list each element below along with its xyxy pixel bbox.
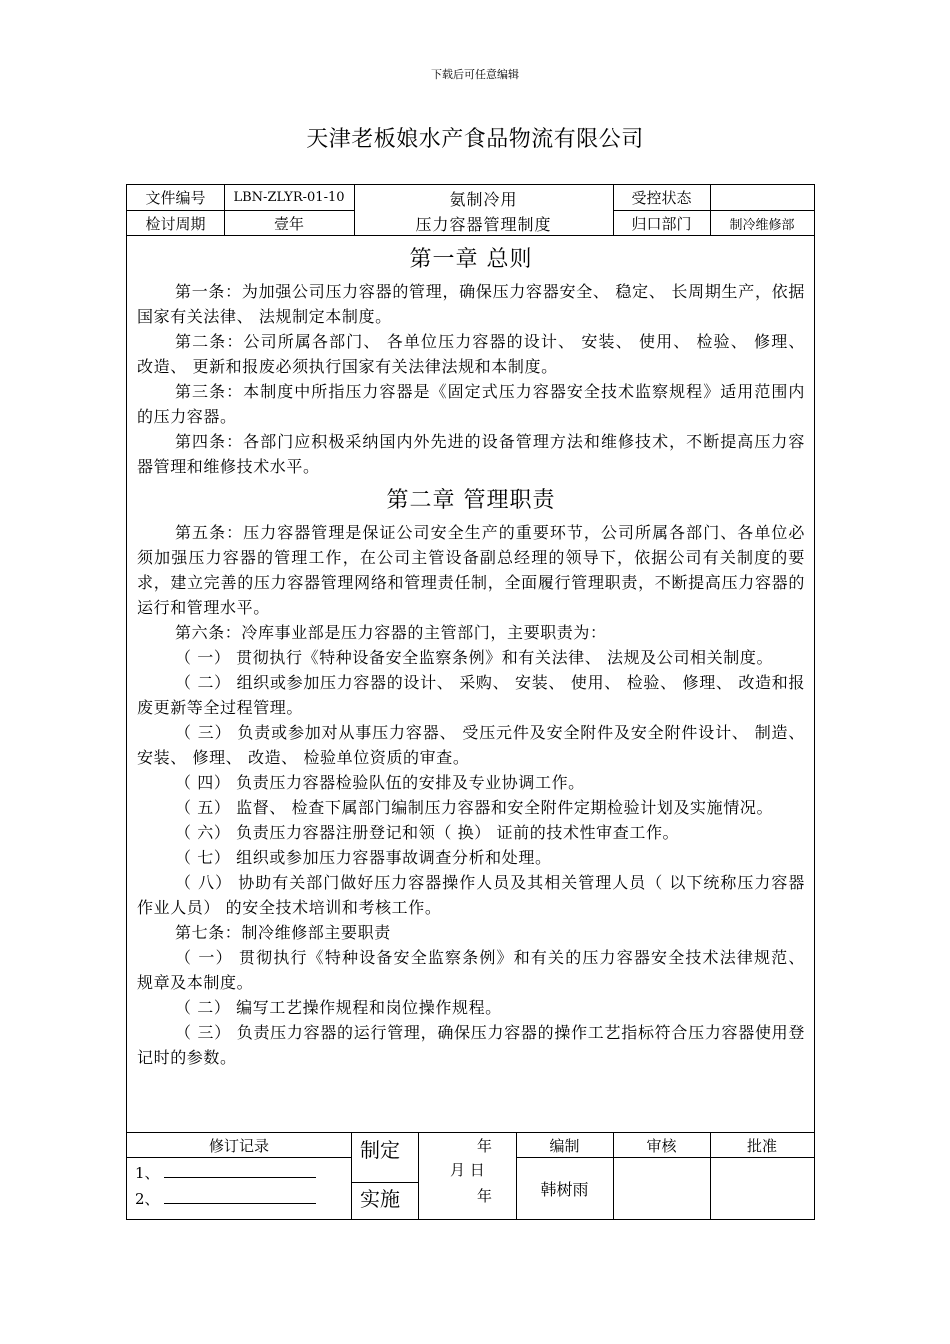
doc-no-label: 文件编号 <box>145 189 206 207</box>
made-year: 年 <box>477 1137 493 1155</box>
company-title: 天津老板娘水产食品物流有限公司 <box>306 127 644 152</box>
article-6-item-6: （ 六） 负责压力容器注册登记和领（ 换） 证前的技术性审查工作。 <box>175 823 680 842</box>
article-2: 第二条：公司所属各部门、 各单位压力容器的设计、 安装、 使用、 检验、 修理、 改造、 更新和报废必须执行国家有关法律法规和本制度。 <box>137 332 805 376</box>
article-6-item-7: （ 七） 组织或参加压力容器事故调查分析和处理。 <box>175 848 552 867</box>
chapter-1-title: 第一章 总则 <box>409 247 533 272</box>
controlled-status-label: 受控状态 <box>631 189 692 207</box>
controlled-status-value <box>710 185 814 210</box>
header-table <box>127 185 814 236</box>
implement-year: 年 <box>477 1187 493 1205</box>
revision-row-1-blank <box>164 1163 316 1178</box>
doc-title-line1: 氨制冷用 <box>449 189 518 209</box>
article-6-item-1: （ 一） 贯彻执行《特种设备安全监察条例》和有关法律、 法规及公司相关制度。 <box>175 648 774 667</box>
article-5: 第五条：压力容器管理是保证公司安全生产的重要环节，公司所属各部门、各单位必须加强压力容器的管理工作，在公司主管设备副总经理的领导下，依据公司有关制度的要求，建立完善的压力容器管理网络和管理责任制，全面履行管理职责，不断提高压力容器的运行和管理水平。 <box>137 523 805 617</box>
article-4: 第四条：各部门应积极采纳国内外先进的设备管理方法和维修技术，不断提高压力容器管理和维修技术水平。 <box>137 432 805 476</box>
article-6: 第六条：冷库事业部是压力容器的主管部门，主要职责为： <box>175 623 607 642</box>
dept-value: 制冷维修部 <box>729 217 795 233</box>
document-frame <box>126 184 815 1220</box>
article-7-item-1: （ 一） 贯彻执行《特种设备安全监察条例》和有关的压力容器安全技术法律规范、 规章及本制度。 <box>137 948 805 992</box>
revision-row-2 <box>135 1188 345 1208</box>
article-7-item-3: （ 三） 负责压力容器的运行管理，确保压力容器的操作工艺指标符合压力容器使用登记时的参数。 <box>137 1023 805 1067</box>
author-name: 韩树雨 <box>540 1180 589 1199</box>
article-3: 第三条：本制度中所指压力容器是《固定式压力容器安全技术监察规程》适用范围内的压力容器。 <box>137 382 805 426</box>
made-label: 制定 <box>360 1138 400 1162</box>
implement-label: 实施 <box>360 1187 400 1211</box>
review-cycle-label: 检讨周期 <box>145 214 206 233</box>
review-cycle-value: 壹年 <box>273 214 304 233</box>
article-6-item-8: （ 八） 协助有关部门做好压力容器操作人员及其相关管理人员（ 以下统称压力容器作业人员） 的安全技术培训和考核工作。 <box>137 873 805 917</box>
article-6-item-2: （ 二） 组织或参加压力容器的设计、 采购、 安装、 使用、 检验、 修理、 改造和报废更新等全过程管理。 <box>137 673 805 717</box>
article-6-item-3: （ 三） 负责或参加对从事压力容器、 受压元件及安全附件及安全附件设计、 制造、 安装、 修理、 改造、 检验单位资质的审查。 <box>137 723 805 767</box>
reviewer-signature <box>613 1157 710 1220</box>
article-6-item-5: （ 五） 监督、 检查下属部门编制压力容器和安全附件定期检验计划及实施情况。 <box>175 798 774 817</box>
approver-label: 批准 <box>746 1136 777 1155</box>
chapter-2-title: 第二章 管理职责 <box>386 488 556 513</box>
revision-row-1 <box>135 1162 345 1182</box>
revision-row-1-index: 1、 <box>135 1164 160 1182</box>
article-6-item-4: （ 四） 负责压力容器检验队伍的安排及专业协调工作。 <box>175 773 585 792</box>
article-7-item-2: （ 二） 编写工艺操作规程和岗位操作规程。 <box>175 998 502 1017</box>
revision-row-2-index: 2、 <box>135 1190 160 1208</box>
dept-label: 归口部门 <box>631 214 692 233</box>
article-1: 第一条：为加强公司压力容器的管理，确保压力容器安全、 稳定、 长周期生产，依据国家有关法律、 法规制定本制度。 <box>137 282 805 326</box>
revision-record-label: 修订记录 <box>208 1136 269 1155</box>
revision-row-2-blank <box>164 1189 316 1204</box>
top-note: 下载后可任意编辑 <box>431 68 519 81</box>
doc-title-line2: 压力容器管理制度 <box>415 214 552 234</box>
article-7: 第七条：制冷维修部主要职责 <box>175 923 391 942</box>
reviewer-label: 审核 <box>646 1136 677 1155</box>
document-body <box>127 236 814 1132</box>
made-month-day: 月 日 <box>450 1161 485 1179</box>
approver-signature <box>710 1157 814 1220</box>
doc-no-value: LBN-ZLYR-01-10 <box>233 190 345 205</box>
footer-table <box>127 1132 814 1219</box>
author-label: 编制 <box>549 1136 580 1155</box>
